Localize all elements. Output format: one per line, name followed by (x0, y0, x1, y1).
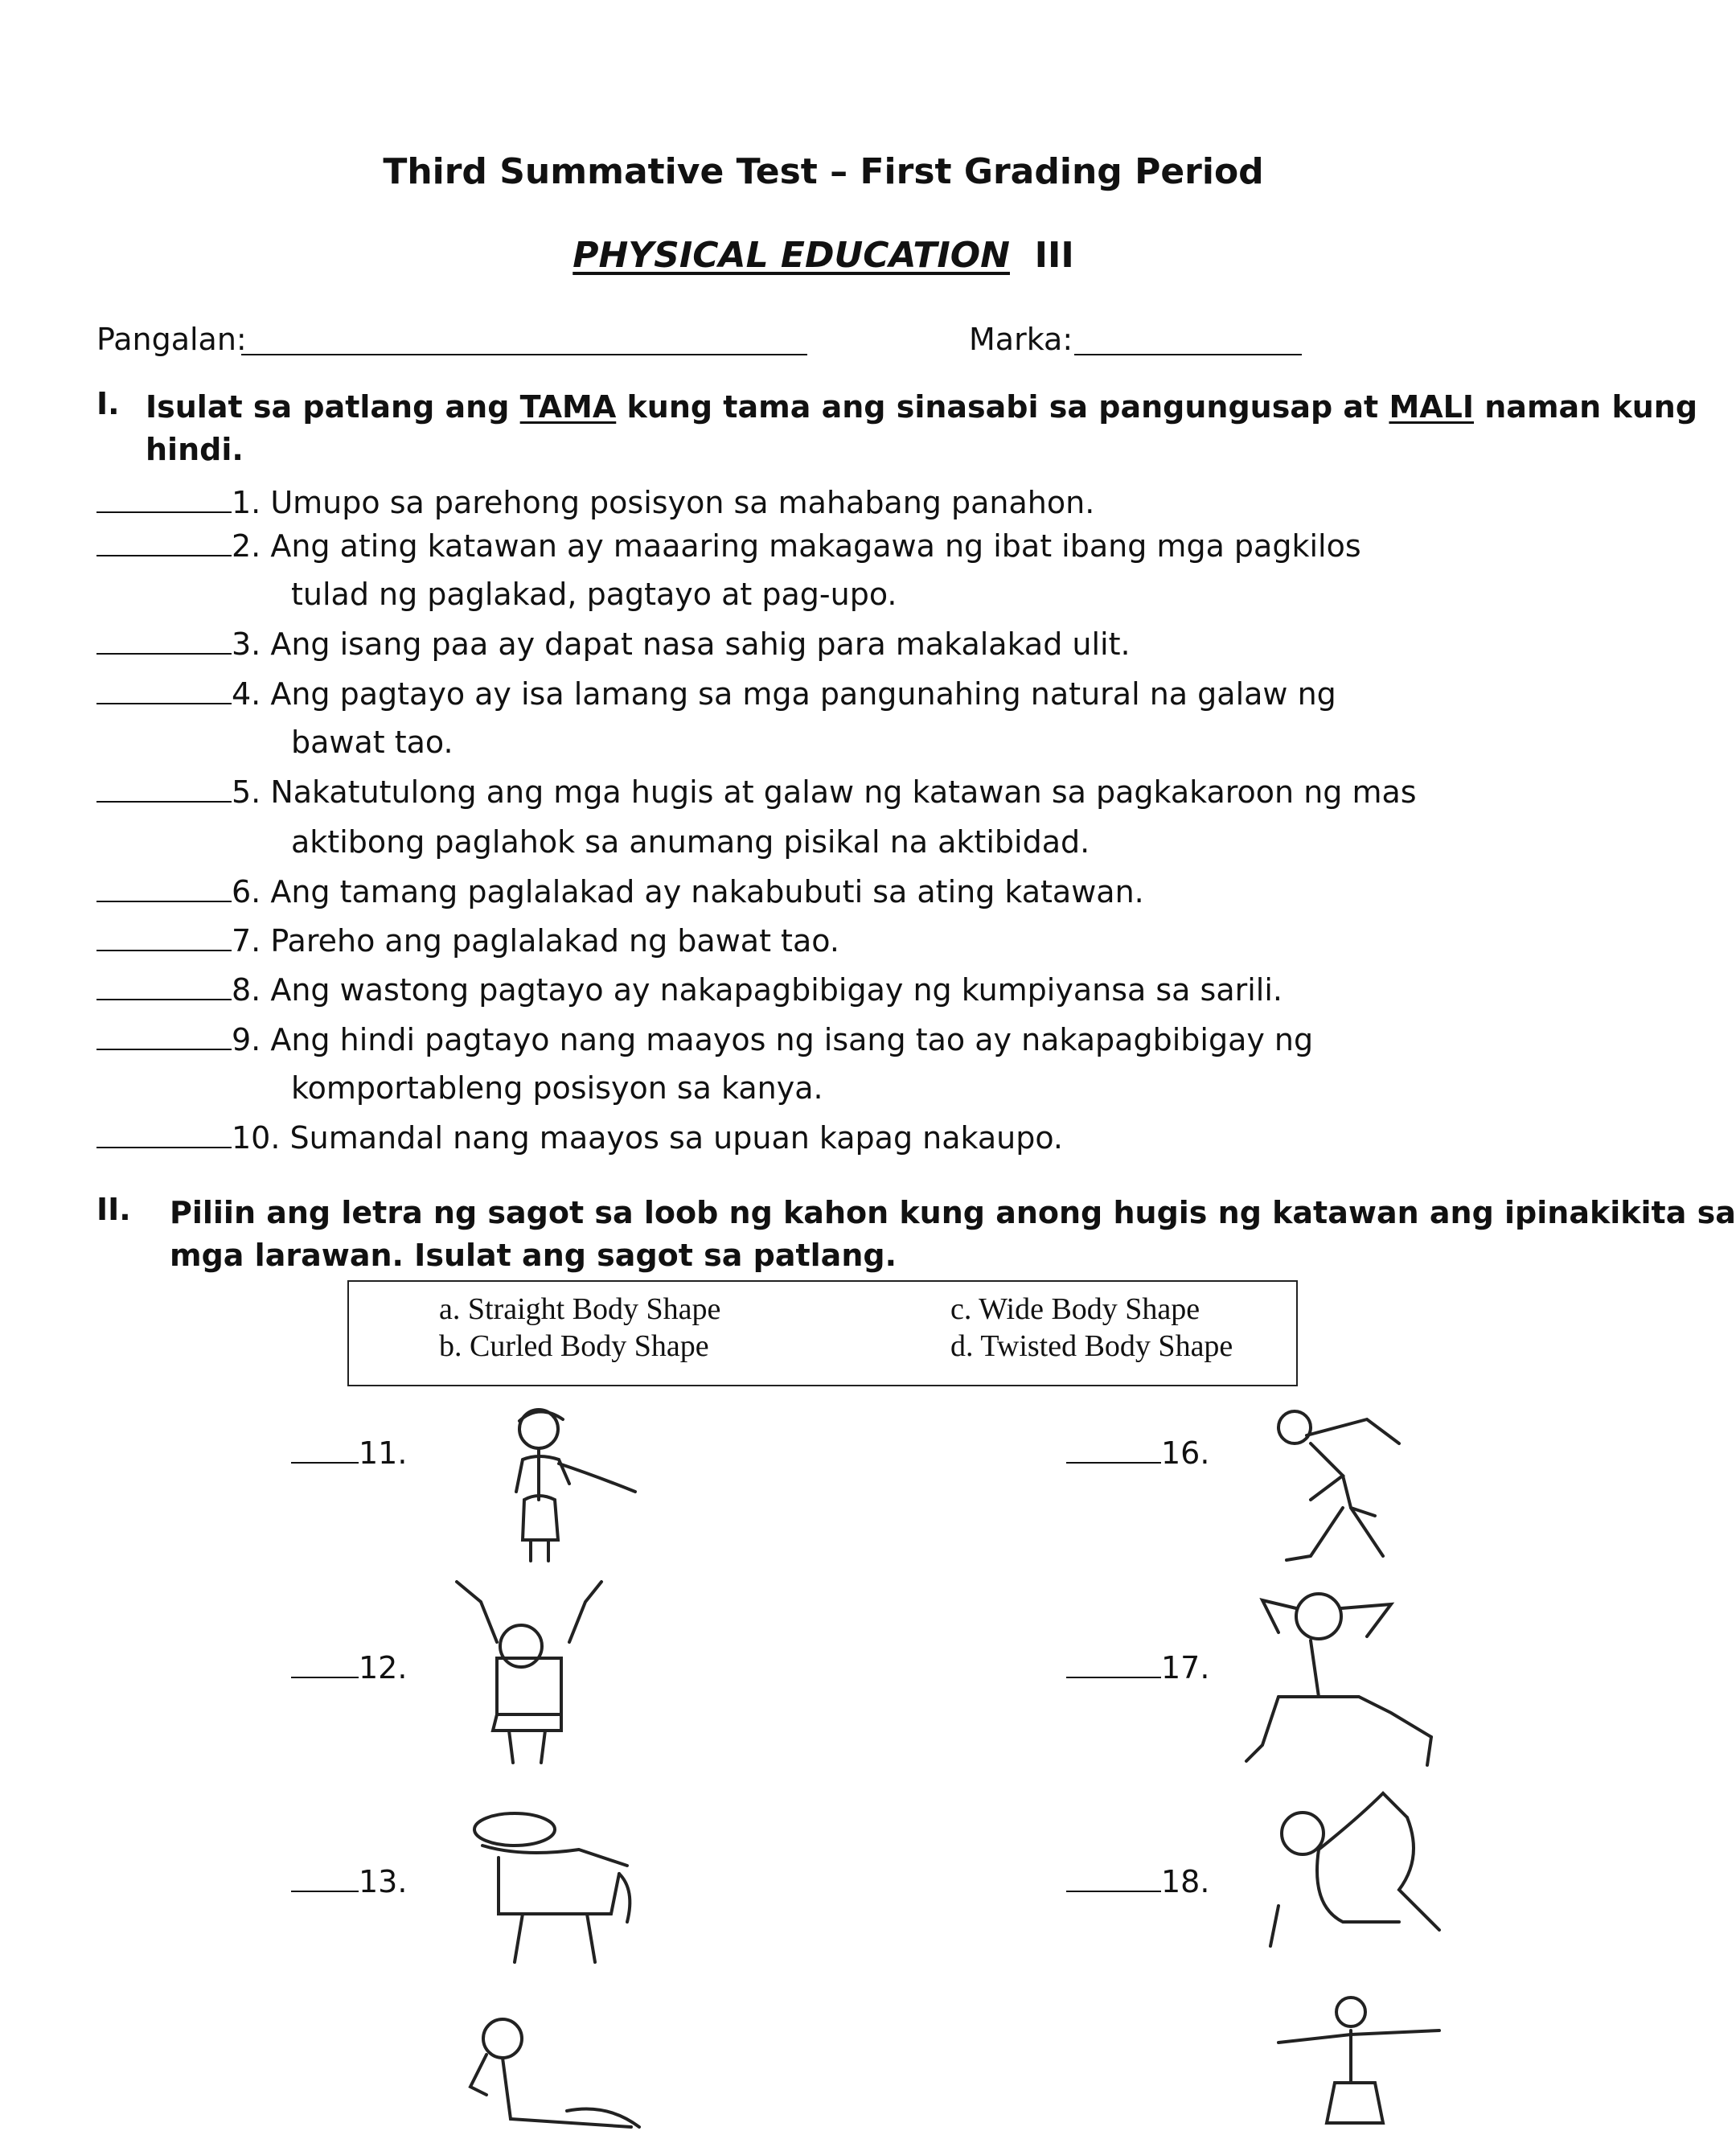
answer-blank[interactable] (96, 487, 232, 513)
question-continuation: aktibong paglahok sa anumang pisikal na aktibidad. (291, 824, 1090, 860)
picture-item (291, 1435, 407, 1471)
score-label: Marka: (969, 322, 1073, 357)
question-text: 8. Ang wastong pagtayo ay nakapagbibigay ng kumpiyansa sa sarili. (232, 972, 1283, 1008)
tama-keyword: TAMA (519, 389, 617, 425)
instruction-text: kung tama ang sinasabi sa pangungusap at (616, 389, 1389, 425)
question-item (96, 923, 839, 959)
item-number: 18. (1161, 1864, 1210, 1899)
question-text: 3. Ang isang paa ay dapat nasa sahig para makalakad ulit. (232, 626, 1131, 662)
figure-bending-forward (450, 1809, 675, 1970)
choice-d: d. Twisted Body Shape (950, 1329, 1233, 1363)
section-2-number: II. (96, 1192, 131, 1227)
section-1-number: I. (96, 386, 120, 421)
question-text: 7. Pareho ang paglalakad ng bawat tao. (232, 923, 839, 959)
mali-keyword: MALI (1389, 389, 1475, 425)
instruction-text: Piliin ang letra ng sagot sa loob ng kahon kung anong hugis ng katawan ang ipinakikita sa (170, 1195, 1736, 1230)
choice-c: c. Wide Body Shape (950, 1292, 1200, 1326)
test-title: Third Summative Test – First Grading Period (383, 151, 1264, 192)
question-item (96, 1022, 1313, 1057)
item-number: 17. (1161, 1650, 1210, 1686)
item-number: 12. (359, 1650, 408, 1686)
choice-a: a. Straight Body Shape (439, 1292, 721, 1326)
question-text: 4. Ang pagtayo ay isa lamang sa mga pangunahing natural na galaw ng (232, 676, 1336, 712)
section-1-instructions (146, 386, 1698, 471)
figure-twisting (1262, 1403, 1407, 1564)
answer-blank[interactable] (96, 975, 232, 1000)
figure-crouching (446, 2006, 663, 2127)
question-text: 6. Ang tamang paglalakad ay nakabubuti sa ating katawan. (232, 874, 1144, 909)
answer-blank[interactable] (96, 1123, 232, 1148)
subject-heading (0, 235, 1647, 276)
answer-blank[interactable] (1066, 1653, 1161, 1678)
picture-item (1066, 1435, 1209, 1471)
subject-name: PHYSICAL EDUCATION (573, 235, 1010, 276)
question-item (96, 774, 1417, 810)
answer-blank[interactable] (96, 679, 232, 704)
question-item (96, 874, 1144, 909)
answer-blank[interactable] (96, 877, 232, 902)
figure-standing-straight (474, 1403, 683, 1564)
name-label: Pangalan: (96, 322, 247, 357)
figure-arms-raised (441, 1570, 626, 1767)
instruction-text: mga larawan. Isulat ang sagot sa patlang. (170, 1238, 897, 1273)
answer-blank[interactable] (1066, 1866, 1161, 1892)
question-item (96, 626, 1131, 662)
answer-blank[interactable] (1066, 1438, 1161, 1464)
figure-arms-outstretched (1270, 1994, 1447, 2131)
question-item (96, 528, 1361, 564)
answer-blank[interactable] (96, 531, 232, 556)
figure-lunge-hands-behind-head (1230, 1576, 1439, 1769)
question-continuation: tulad ng paglakad, pagtayo at pag-upo. (291, 577, 897, 612)
question-item (96, 676, 1336, 712)
picture-item (1066, 1650, 1209, 1686)
answer-blank[interactable] (291, 1653, 359, 1678)
answer-blank[interactable] (96, 926, 232, 951)
choices-box (347, 1280, 1298, 1386)
picture-item (291, 1650, 407, 1686)
instruction-text: hindi. (146, 432, 244, 467)
choice-b: b. Curled Body Shape (439, 1329, 709, 1363)
question-text: 1. Umupo sa parehong posisyon sa mahabang panahon. (232, 485, 1095, 520)
question-text: 2. Ang ating katawan ay maaaring makagawa ng ibat ibang mga pagkilos (232, 528, 1361, 564)
question-item (96, 972, 1283, 1008)
answer-blank[interactable] (291, 1866, 359, 1892)
question-item (96, 1120, 1063, 1156)
answer-blank[interactable] (96, 1024, 232, 1050)
instruction-text: naman kung (1474, 389, 1698, 425)
name-field[interactable] (241, 354, 807, 355)
picture-item (291, 1864, 407, 1899)
picture-item (1066, 1864, 1209, 1899)
figure-sitting-curled (1254, 1769, 1455, 1954)
answer-blank[interactable] (291, 1438, 359, 1464)
item-number: 16. (1161, 1435, 1210, 1471)
item-number: 11. (359, 1435, 408, 1471)
question-text: 9. Ang hindi pagtayo nang maayos ng isang tao ay nakapagbibigay ng (232, 1022, 1314, 1057)
question-text: 5. Nakatutulong ang mga hugis at galaw ng katawan sa pagkakaroon ng mas (232, 774, 1417, 810)
question-continuation: komportableng posisyon sa kanya. (291, 1070, 823, 1106)
item-number: 13. (359, 1864, 408, 1899)
score-field[interactable] (1074, 354, 1302, 355)
question-text: 10. Sumandal nang maayos sa upuan kapag nakaupo. (232, 1120, 1063, 1156)
question-item (96, 485, 1094, 520)
question-continuation: bawat tao. (291, 725, 453, 760)
instruction-text: Isulat sa patlang ang (146, 389, 520, 425)
answer-blank[interactable] (96, 777, 232, 803)
section-2-instructions (170, 1192, 1736, 1277)
grade-level: III (1034, 235, 1074, 276)
answer-blank[interactable] (96, 629, 232, 655)
